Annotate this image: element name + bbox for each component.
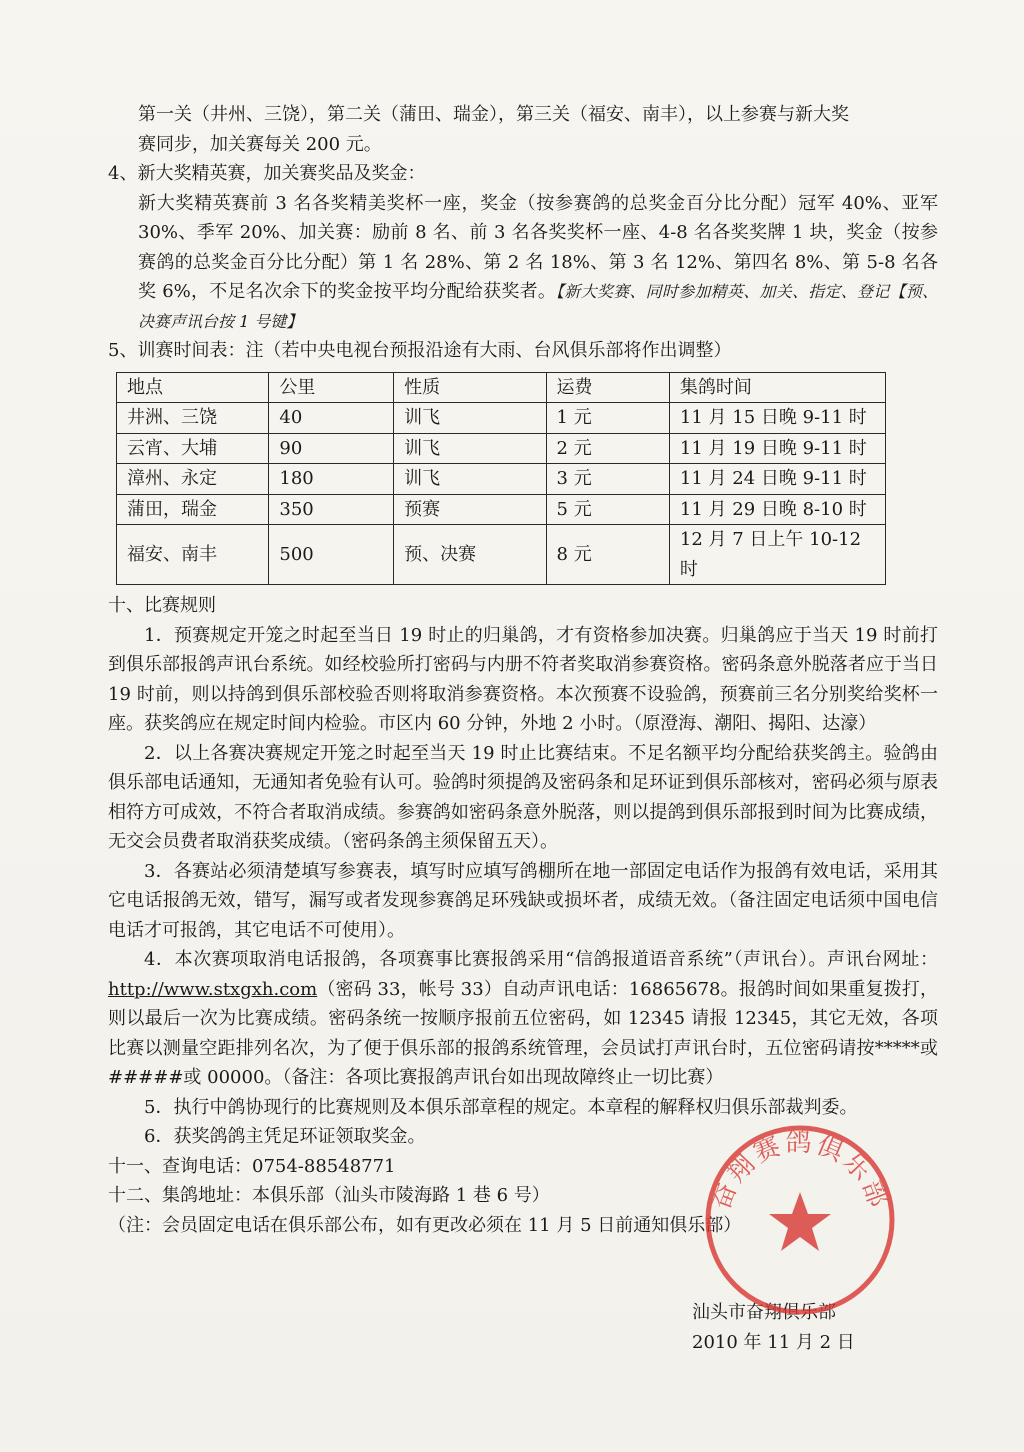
rule-2: 2．以上各赛决赛规定开笼之时起至当天 19 时止比赛结束。不足名额平均分配给获奖鸽主。验鸽由俱乐部电话通知，无通知者免验有认可。验鸽时须提鸽及密码条和足环证到俱乐部核对，密码必须与原表相符方可成效，不符合者取消成绩。参赛鸽如密码条意外脱落，则以提鸽到俱乐部报到时间为比赛成绩，无交会员费者取消获奖成绩。（密码条鸽主须保留五天）。 (108, 742, 938, 852)
col-header-location: 地点 (117, 372, 269, 403)
cell-distance: 350 (269, 494, 394, 525)
stamp-text: 奋翔赛鸽俱乐部 (705, 1128, 895, 1214)
cell-distance: 90 (269, 433, 394, 464)
rule-4-pre: 4．本次赛项取消电话报鸽，各项赛事比赛报鸽采用“信鸽报道语音系统”（声讯台）。声讯台网址： (144, 949, 938, 970)
cell-location: 漳州、永定 (117, 464, 269, 495)
rule-4 (108, 945, 938, 1093)
signature-org: 汕头市奋翔俱乐部 (692, 1302, 836, 1323)
section-4-text: 新大奖精英赛前 3 名各奖精美奖杯一座，奖金（按参赛鸽的总奖金百分比分配）冠军 40%、亚军 30%、季军 20%、加关赛：励前 8 名、前 3 名各奖奖杯一座、4-8 名各奖奖牌 1 块，奖金（按参赛鸽的总奖金百分比分配）第 1 名 28%、第 2 名 18%、第 3 名 12%、第四名 8%、第 5-8 名各奖 6%，不足名次余下的奖金按平均分配给获奖者。 (138, 192, 938, 302)
rule-4-post: （密码 33，帐号 33）自动声讯电话：16865678。报鸽时间如果重复拨打，则以最后一次为比赛成绩。密码条统一按顺序报前五位密码，如 12345 请报 12345，其它无效，各项比赛以测量空距排列名次，为了便于俱乐部的报鸽系统管理，会员试打声讯台时，五位密码请按*****或#####或 00000。（备注：各项比赛报鸽声讯台如出现故障终止一切比赛） (108, 978, 938, 1088)
cell-fee: 1 元 (546, 403, 669, 434)
col-header-fee: 运费 (546, 372, 669, 403)
table-row (117, 403, 886, 434)
table-row (117, 494, 886, 525)
cell-type: 预赛 (394, 494, 546, 525)
club-seal-stamp (700, 1120, 900, 1320)
rule-1: 1．预赛规定开笼之时起至当日 19 时止的归巢鸽，才有资格参加决赛。归巢鸽应于当天 19 时前打到俱乐部报鸽声讯台系统。如经校验所打密码与内册不符者奖取消参赛资格。密码条意外脱落者应于当日 19 时前，则以持鸽到俱乐部校验否则将取消参赛资格。本次预赛不设验鸽，预赛前三名分别奖给奖杯一座。获奖鸽应在规定时间内检验。市区内 60 分钟，外地 2 小时。（原澄海、潮阳、揭阳、达濠） (108, 624, 938, 734)
cell-fee: 5 元 (546, 494, 669, 525)
cell-distance: 180 (269, 464, 394, 495)
cell-location: 云宵、大埔 (117, 433, 269, 464)
cell-time: 11 月 19 日晚 9-11 时 (669, 433, 885, 464)
col-header-distance: 公里 (269, 372, 394, 403)
section-10-heading: 十、比赛规则 (108, 595, 216, 616)
cell-type: 训飞 (394, 403, 546, 434)
rule-5: 5．执行中鸽协现行的比赛规则及本俱乐部章程的规定。本章程的解释权归俱乐部裁判委。 (144, 1096, 858, 1118)
cell-location: 福安、南丰 (117, 525, 269, 585)
cell-type: 预、决赛 (394, 525, 546, 585)
section-5-heading: 5、训赛时间表：注（若中央电视台预报沿途有大雨、台风俱乐部将作出调整） (108, 340, 732, 361)
section-4-note: 【新大奖赛、同时参加精英、加关、指定、登记【预、决赛声讯台按 1 号键】 (138, 282, 938, 331)
intro-line-2: 赛同步，加关赛每关 200 元。 (138, 133, 382, 155)
cell-type: 训飞 (394, 464, 546, 495)
cell-fee: 2 元 (546, 433, 669, 464)
section-11-phone: 十一、查询电话：0754-88548771 (108, 1155, 396, 1177)
cell-time: 11 月 29 日晚 8-10 时 (669, 494, 885, 525)
cell-time: 11 月 24 日晚 9-11 时 (669, 464, 885, 495)
col-header-type: 性质 (394, 372, 546, 403)
cell-distance: 40 (269, 403, 394, 434)
cell-type: 训飞 (394, 433, 546, 464)
rule-3: 3．各赛站必须清楚填写参赛表，填写时应填写鸽棚所在地一部固定电话作为报鸽有效电话，采用其它电话报鸽无效，错写，漏写或者发现参赛鸽足环残缺或损坏者，成绩无效。（备注固定电话须中国电信电话才可报鸽，其它电话不可使用）。 (108, 860, 938, 941)
col-header-time: 集鸽时间 (669, 372, 885, 403)
cell-fee: 8 元 (546, 525, 669, 585)
cell-location: 井洲、三饶 (117, 403, 269, 434)
rule-4-url-link[interactable]: http://www.stxgxh.com (108, 978, 318, 1000)
footnote: （注：会员固定电话在俱乐部公布，如有更改必须在 11 月 5 日前通知俱乐部） (108, 1214, 742, 1236)
intro-line-1: 第一关（井州、三饶），第二关（蒲田、瑞金），第三关（福安、南丰），以上参赛与新大奖 (138, 104, 849, 125)
star-icon (769, 1192, 831, 1251)
cell-time: 12 月 7 日上午 10-12 时 (669, 525, 885, 585)
section-4-body (108, 189, 938, 337)
table-row (117, 433, 886, 464)
cell-distance: 500 (269, 525, 394, 585)
section-12-address: 十二、集鸽地址：本俱乐部（汕头市陵海路 1 巷 6 号） (108, 1185, 550, 1206)
rule-6: 6．获奖鸽鸽主凭足环证领取奖金。 (144, 1126, 426, 1147)
section-4-heading: 4、新大奖精英赛，加关赛奖品及奖金： (108, 163, 426, 184)
cell-time: 11 月 15 日晚 9-11 时 (669, 403, 885, 434)
cell-location: 蒲田，瑞金 (117, 494, 269, 525)
schedule-table (116, 372, 886, 586)
signature-date: 2010 年 11 月 2 日 (692, 1331, 855, 1353)
cell-fee: 3 元 (546, 464, 669, 495)
table-row (117, 464, 886, 495)
table-header-row (117, 372, 886, 403)
table-row (117, 525, 886, 585)
